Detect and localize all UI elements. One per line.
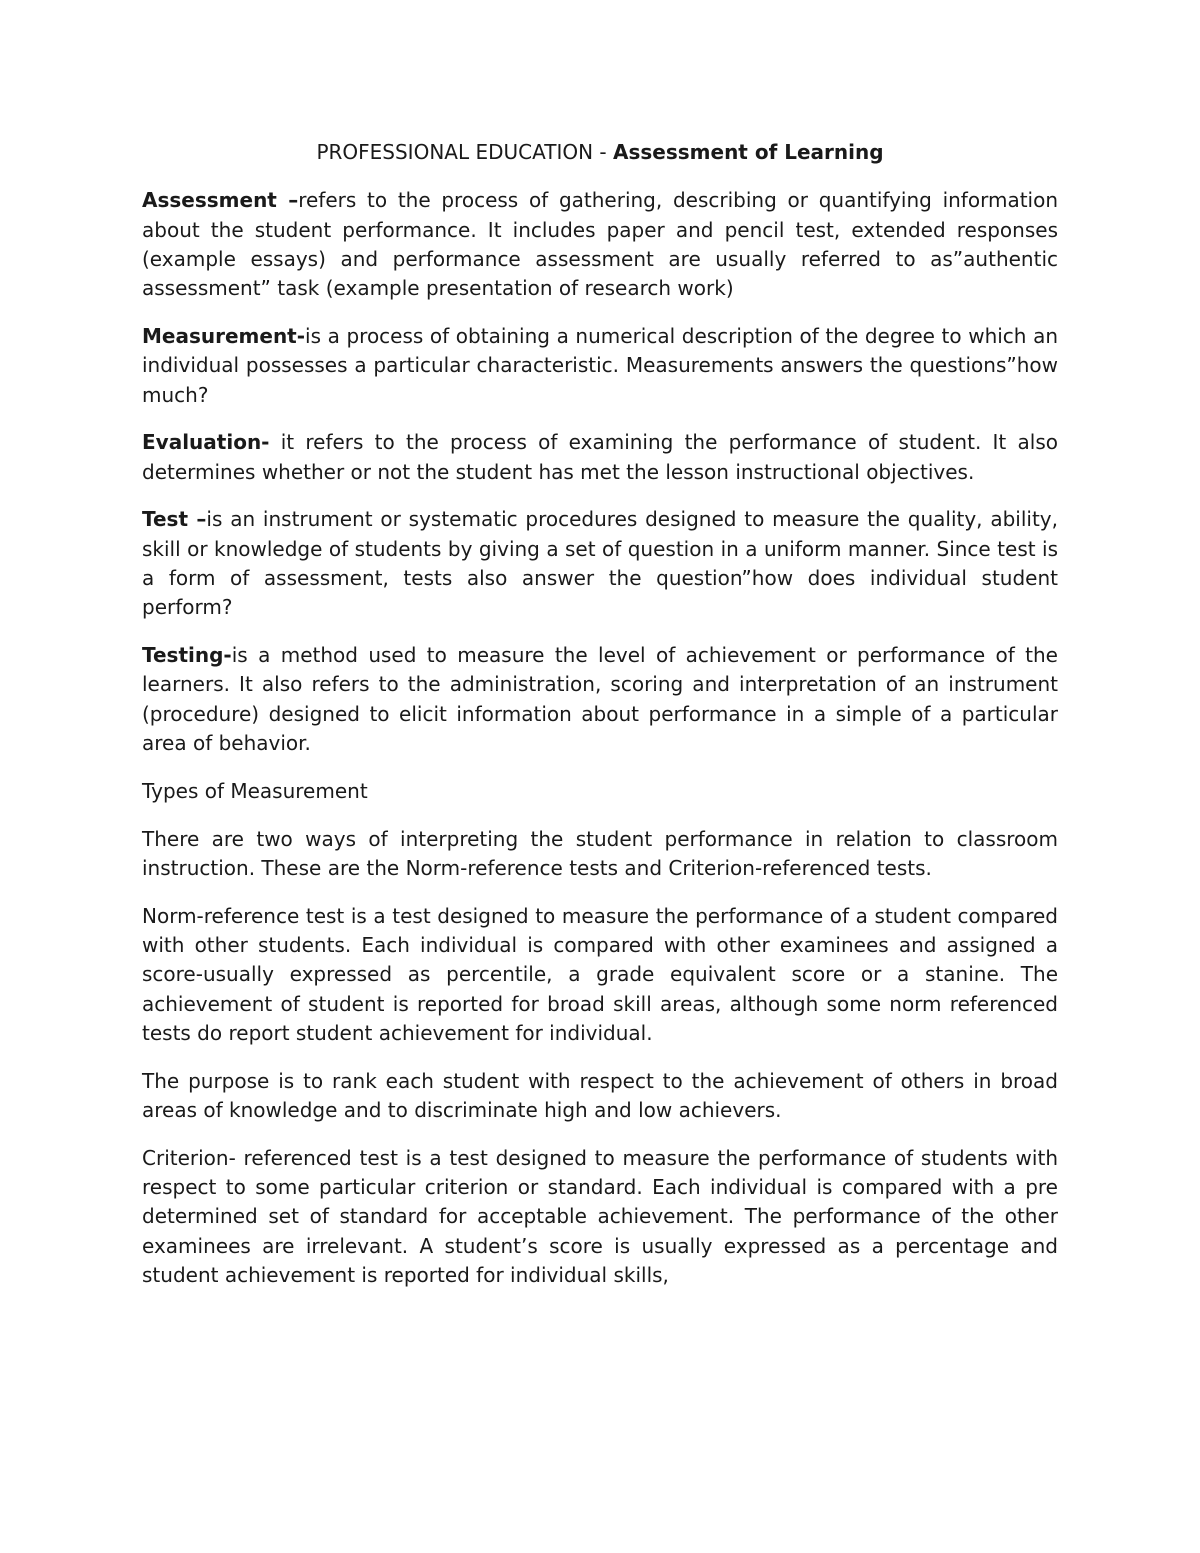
definition-evaluation — [142, 428, 1058, 487]
definition-term: Measurement- — [142, 323, 306, 348]
definition-measurement — [142, 322, 1058, 410]
page-title — [142, 138, 1058, 167]
definition-text: refers to the process of gathering, describing or quantifying information about the student performance. It includes paper and pencil test, extended responses (example essays) and performance assessment are usually referred to as”authentic assessment” task (example presentation of research work) — [142, 188, 1059, 301]
definition-term: Testing- — [142, 643, 232, 668]
definition-assessment — [142, 186, 1058, 303]
section-heading: Types of Measurement — [142, 778, 368, 803]
page-title-subject: Assessment of Learning — [613, 140, 884, 164]
paragraph-interpretation: There are two ways of interpreting the student performance in relation to classroom instruction. These are the Norm-reference tests and Criterion-referenced tests. — [142, 826, 1058, 880]
page-title-lead: PROFESSIONAL EDUCATION - — [316, 140, 613, 164]
definition-test — [142, 505, 1058, 622]
paragraph-criterion-referenced: Criterion- referenced test is a test designed to measure the performance of students with respect to some particular criterion or standard. Each individual is compared with a pre determined set of standard for acceptable achievement. The performance of the other examinees are irrelevant. A student’s score is usually expressed as a percentage and student achievement is reported for individual skills, — [142, 1145, 1058, 1287]
definition-text: it refers to the process of examining the performance of student. It also determines whether or not the student has met the lesson instructional objectives. — [142, 430, 1058, 484]
definition-term: Assessment – — [142, 188, 299, 213]
definition-term: Test – — [142, 507, 207, 532]
paragraph-norm-reference: Norm-reference test is a test designed to measure the performance of a student compared with other students. Each individual is compared with other examinees and assigned a score-usually expressed as percentile, a grade equivalent score or a stanine. The achievement of student is reported for broad skill areas, although some norm referenced tests do report student achievement for individual. — [142, 903, 1058, 1045]
definition-text: is a method used to measure the level of achievement or performance of the learners. It also refers to the administration, scoring and interpretation of an instrument (procedure) designed to elicit information about performance in a simple of a particular area of behavior. — [142, 643, 1058, 756]
definition-text: is a process of obtaining a numerical description of the degree to which an individual possesses a particular characteristic. Measurements answers the questions”how much? — [142, 323, 1058, 407]
definition-term: Evaluation- — [142, 430, 270, 455]
definition-text: is an instrument or systematic procedures designed to measure the quality, ability, skill or knowledge of students by giving a set of question in a uniform manner. Since test is a form of assessment, tests also answer the question”how does individual student perform? — [142, 507, 1058, 620]
definition-testing — [142, 641, 1058, 758]
paragraph-purpose: The purpose is to rank each student with respect to the achievement of others in broad areas of knowledge and to discriminate high and low achievers. — [142, 1068, 1058, 1123]
